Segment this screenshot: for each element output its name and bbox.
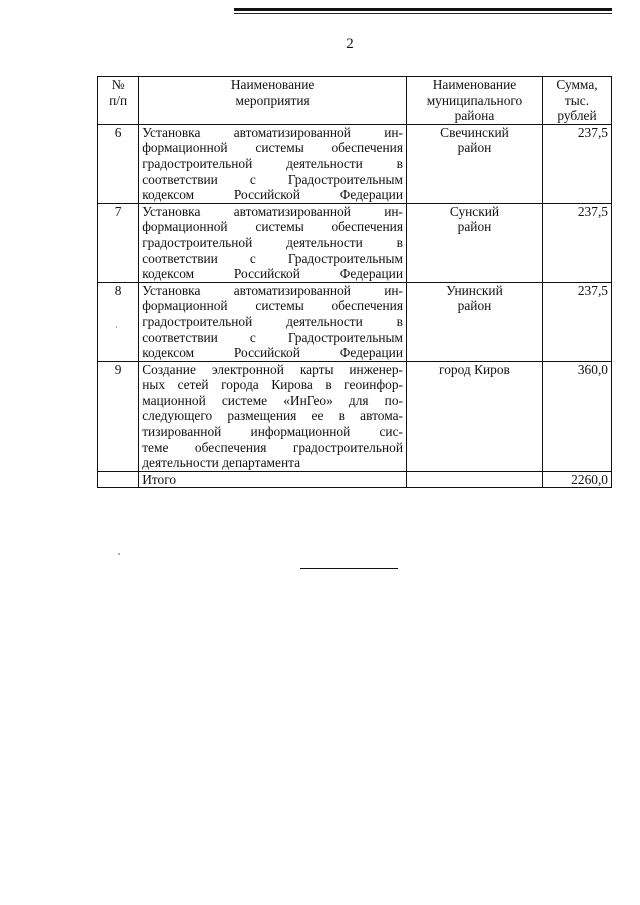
- row-sum: 237,5: [542, 124, 611, 203]
- scan-speck: [116, 326, 117, 328]
- header-district: Наименование муниципального района: [407, 77, 543, 125]
- top-double-rule: [234, 8, 612, 11]
- row-num: 7: [98, 203, 139, 282]
- row-sum: 237,5: [542, 203, 611, 282]
- end-rule: [300, 568, 398, 569]
- total-label: Итого: [139, 471, 407, 488]
- table-row: [98, 361, 612, 471]
- total-sum: 2260,0: [542, 471, 611, 488]
- row-num: 6: [98, 124, 139, 203]
- row-name: Установка автоматизированной ин- формационной системы обеспечения градостроительной деятельности в соответствии с Градостроительным кодексом Российской Федерации: [139, 282, 407, 361]
- total-district-empty: [407, 471, 543, 488]
- scan-speck: [118, 553, 120, 555]
- page-number: 2: [346, 36, 354, 52]
- header-name: Наименование мероприятия: [139, 77, 407, 125]
- total-num-empty: [98, 471, 139, 488]
- top-thin-rule: [234, 13, 612, 14]
- row-name: Установка автоматизированной ин- формационной системы обеспечения градостроительной деятельности в соответствии с Градостроительным кодексом Российской Федерации: [139, 124, 407, 203]
- total-row: [98, 471, 612, 488]
- table-header-row: [98, 77, 612, 125]
- row-district: Свечинский район: [407, 124, 543, 203]
- table-row: [98, 124, 612, 203]
- measures-table: [97, 76, 612, 488]
- table-row: [98, 282, 612, 361]
- header-sum: Сумма, тыс. рублей: [542, 77, 611, 125]
- row-district: Унинский район: [407, 282, 543, 361]
- row-district: Сунский район: [407, 203, 543, 282]
- row-district: город Киров: [407, 361, 543, 471]
- table-row: [98, 203, 612, 282]
- row-name: Установка автоматизированной ин- формационной системы обеспечения градостроительной деятельности в соответствии с Градостроительным кодексом Российской Федерации: [139, 203, 407, 282]
- header-num: № п/п: [98, 77, 139, 125]
- row-num: 9: [98, 361, 139, 471]
- row-name: Создание электронной карты инженер- ных сетей города Кирова в геоинфор- мационной системе «ИнГео» для по- следующего размещения ее в автома- тизированной информационной сис- теме обеспечения градостроительной деятельности департамента: [139, 361, 407, 471]
- row-sum: 237,5: [542, 282, 611, 361]
- row-sum: 360,0: [542, 361, 611, 471]
- row-num: 8: [98, 282, 139, 361]
